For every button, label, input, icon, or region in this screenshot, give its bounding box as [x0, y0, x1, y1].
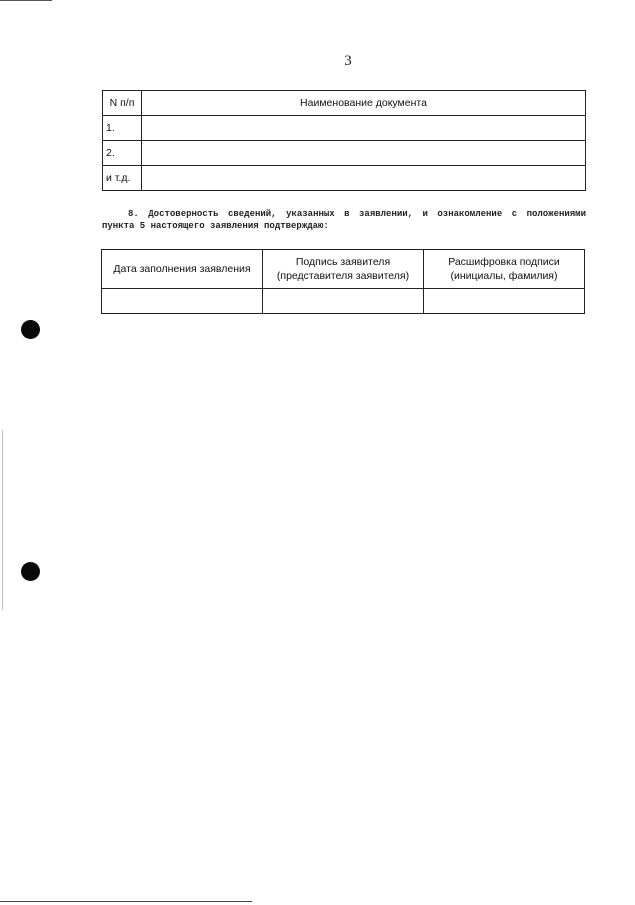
row-document-name[interactable] [142, 166, 586, 191]
row-number: 1. [103, 116, 142, 141]
table-row [103, 116, 586, 141]
paragraph-8-confirmation: 8. Достоверность сведений, указанных в заявлении, и ознакомление с положениями пункта 5 настоящего заявления подтверждаю: [102, 209, 586, 231]
row-document-name[interactable] [142, 141, 586, 166]
signature-table [101, 249, 585, 314]
row-document-name[interactable] [142, 116, 586, 141]
table-row [103, 166, 586, 191]
table-header-row [103, 91, 586, 116]
header-signature-decoding: Расшифровка подписи (инициалы, фамилия) [424, 250, 585, 289]
table-row [103, 141, 586, 166]
page-number: 3 [344, 53, 352, 69]
punch-hole [21, 320, 40, 339]
header-number: N п/п [103, 91, 142, 116]
documents-table [102, 90, 586, 191]
signature-decoding-cell[interactable] [424, 289, 585, 314]
header-fill-date: Дата заполнения заявления [102, 250, 263, 289]
signature-cell[interactable] [263, 289, 424, 314]
scan-edge-left [2, 430, 3, 610]
punch-hole [21, 562, 40, 581]
fill-date-cell[interactable] [102, 289, 263, 314]
table-header-row [102, 250, 585, 289]
header-document-name: Наименование документа [142, 91, 586, 116]
scan-edge-top [0, 0, 52, 1]
scan-edge-bottom [0, 901, 252, 902]
header-applicant-signature: Подпись заявителя (представителя заявителя) [263, 250, 424, 289]
row-number: и т.д. [103, 166, 142, 191]
row-number: 2. [103, 141, 142, 166]
table-row [102, 289, 585, 314]
